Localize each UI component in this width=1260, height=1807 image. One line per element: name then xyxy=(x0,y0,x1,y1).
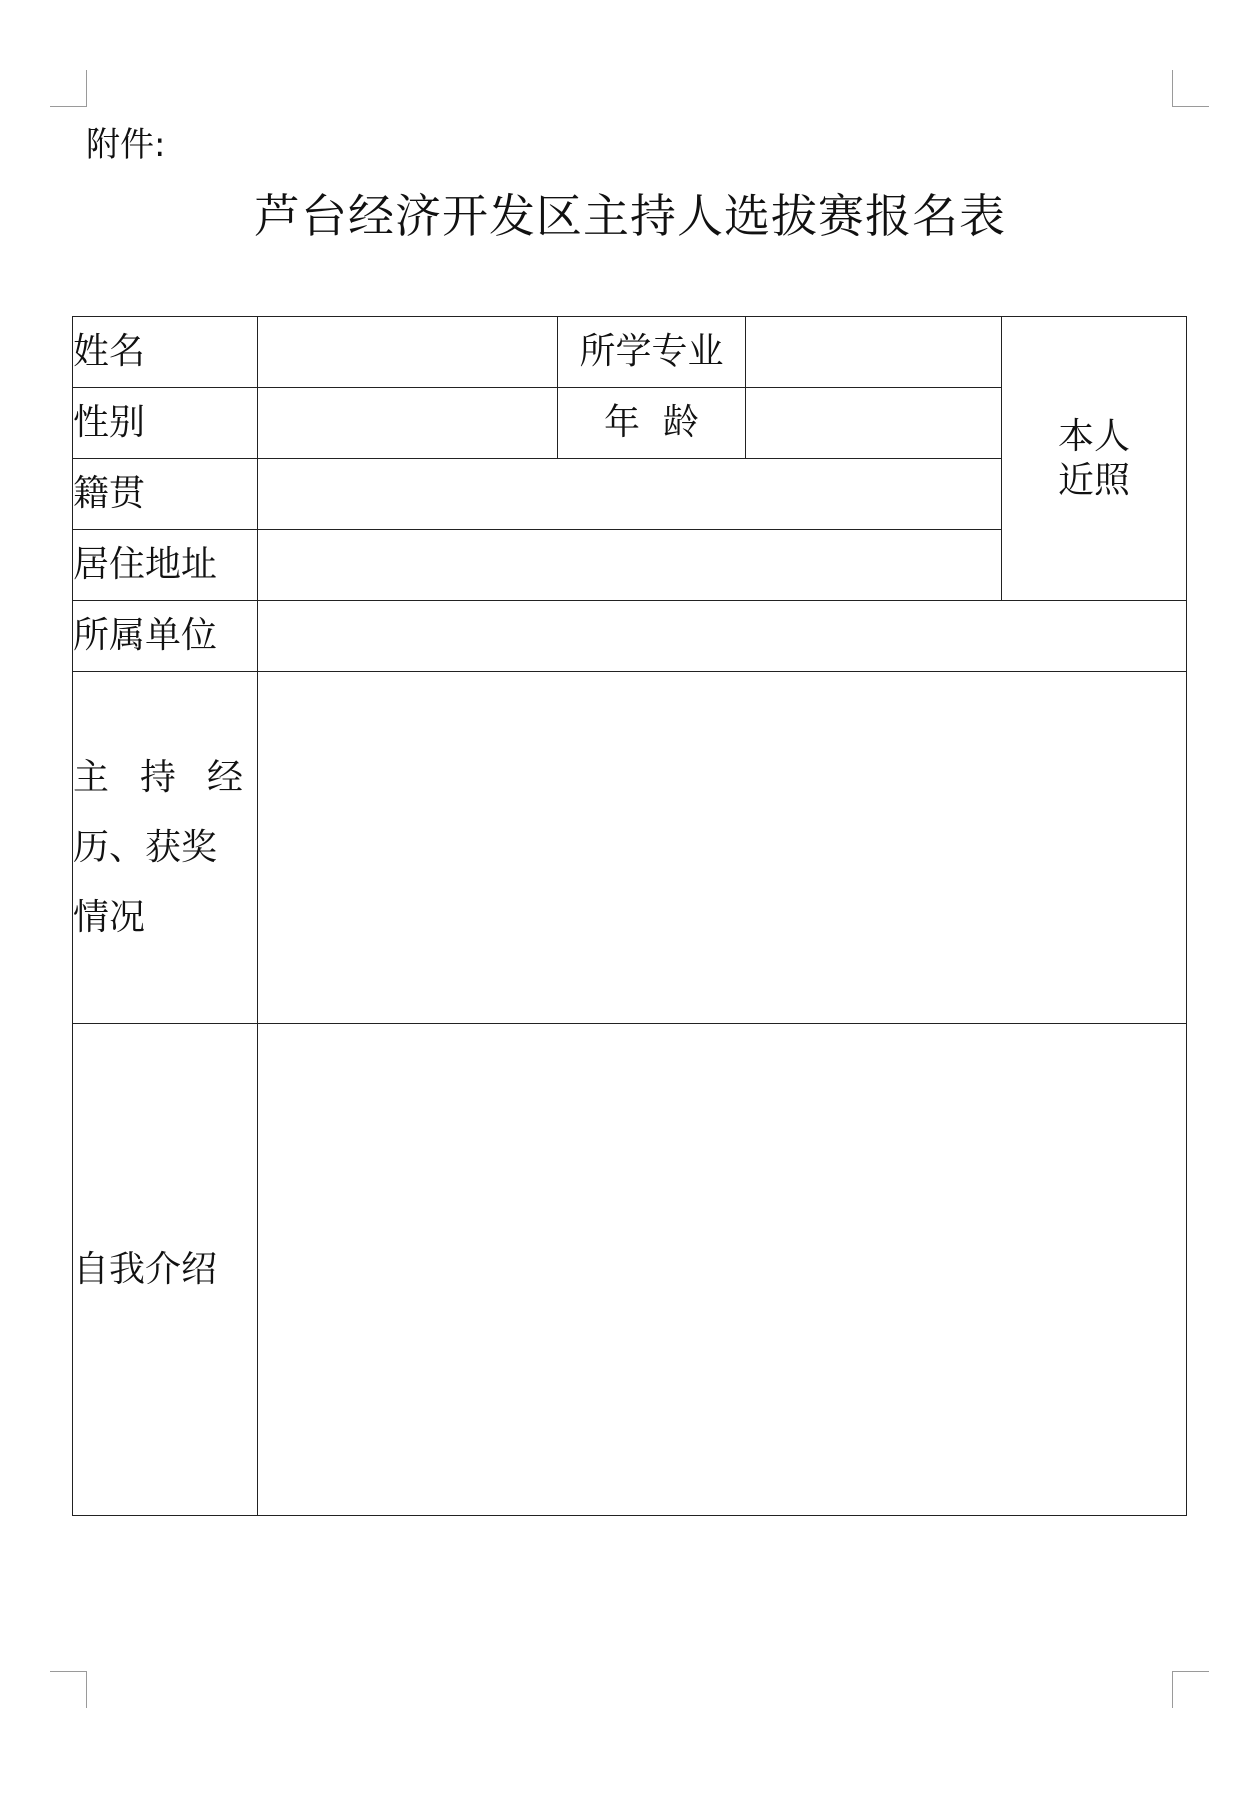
work-unit-label: 所属单位 xyxy=(73,601,258,672)
experience-label-char: 主 xyxy=(73,756,110,798)
major-field[interactable] xyxy=(746,317,1002,388)
experience-label-line3: 情况 xyxy=(73,896,146,938)
form-row-experience xyxy=(73,672,1187,1024)
crop-mark-bottom-left xyxy=(50,1671,87,1708)
address-label: 居住地址 xyxy=(73,530,258,601)
form-row-work-unit xyxy=(73,601,1187,672)
name-label: 姓名 xyxy=(73,317,258,388)
photo-label-line1: 本人 xyxy=(1057,415,1130,457)
attachment-label: 附件: xyxy=(86,125,166,165)
crop-mark-bottom-right xyxy=(1172,1671,1209,1708)
crop-mark-top-right xyxy=(1172,70,1209,107)
experience-label-line2: 历、获奖 xyxy=(73,826,218,868)
native-place-field[interactable] xyxy=(258,459,1002,530)
name-field[interactable] xyxy=(258,317,558,388)
crop-mark-top-left xyxy=(50,70,87,107)
native-place-label: 籍贯 xyxy=(73,459,258,530)
self-intro-field[interactable] xyxy=(258,1024,1187,1516)
form-title: 芦台经济开发区主持人选拔赛报名表 xyxy=(254,189,1006,243)
experience-field[interactable] xyxy=(258,672,1187,1024)
form-row-name xyxy=(73,317,1187,388)
experience-label xyxy=(73,672,258,1024)
registration-form-table xyxy=(72,316,1187,1516)
age-label: 年 龄 xyxy=(558,388,746,459)
self-intro-label: 自我介绍 xyxy=(73,1024,258,1516)
photo-box[interactable] xyxy=(1002,317,1187,601)
form-row-self-intro xyxy=(73,1024,1187,1516)
major-label: 所学专业 xyxy=(558,317,746,388)
address-field[interactable] xyxy=(258,530,1002,601)
experience-label-char: 持 xyxy=(139,756,176,798)
photo-label-line2: 近照 xyxy=(1057,459,1130,501)
gender-field[interactable] xyxy=(258,388,558,459)
work-unit-field[interactable] xyxy=(258,601,1187,672)
age-field[interactable] xyxy=(746,388,1002,459)
gender-label: 性别 xyxy=(73,388,258,459)
experience-label-line1 xyxy=(73,743,257,813)
experience-label-char: 经 xyxy=(206,756,243,798)
